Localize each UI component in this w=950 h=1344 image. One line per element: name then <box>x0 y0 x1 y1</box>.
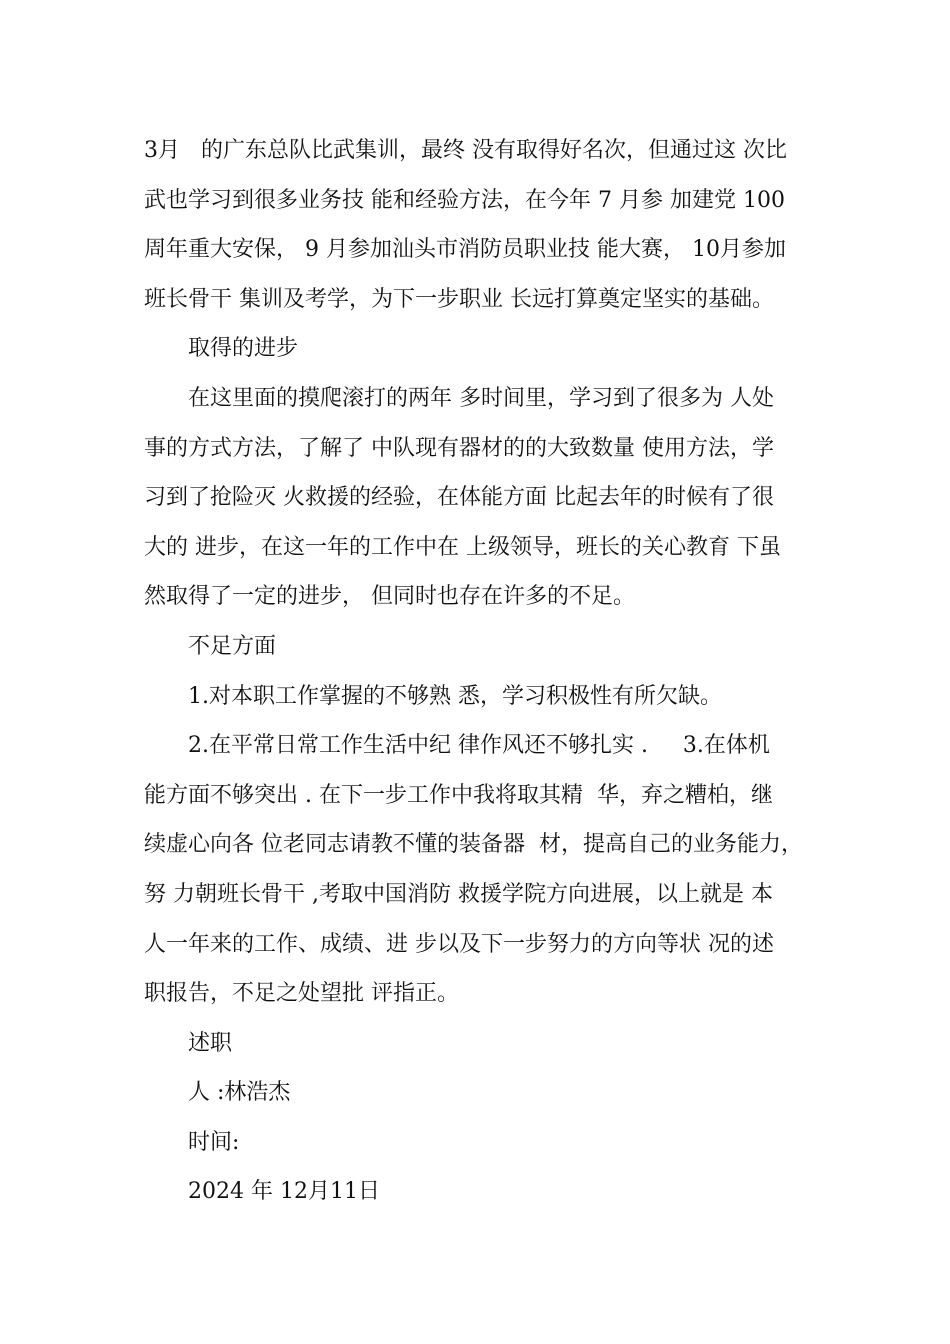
section-heading-shortcomings: 不足方面 <box>188 633 277 659</box>
date-value: 2024 年 12月11日 <box>188 1179 380 1205</box>
paragraph-line: 职报告，不足之处望批 评指正。 <box>144 981 459 1007</box>
paragraph-line: 在这里面的摸爬滚打的两年 多时间里，学习到了很多为 人处 <box>188 385 774 411</box>
paragraph-line: 续虚心向各 位老同志请教不懂的装备器 材，提高自己的业务能力， <box>144 832 803 858</box>
paragraph-line: 能方面不够突出 . 在下一步工作中我将取其精 华，弃之糟柏，继 <box>144 782 773 808</box>
paragraph-line: 3月 的广东总队比武集训，最终 没有取得好名次，但通过这 次比 <box>144 138 787 163</box>
paragraph-line: 习到了抢险灭 火救援的经验，在体能方面 比起去年的时候有了很 <box>144 485 774 511</box>
paragraph-line: 班长骨干 集训及考学，为下一步职业 长远打算奠定坚实的基础。 <box>144 286 774 312</box>
paragraph-line: 大的 进步，在这一年的工作中在 上级领导，班长的关心教育 下虽 <box>144 534 781 560</box>
section-heading-progress: 取得的进步 <box>188 336 299 362</box>
signature-label: 述职 <box>188 1030 233 1056</box>
list-item: 2.在平常日常工作生活中纪 律作风还不够扎实 . 3.在体机 <box>188 733 770 759</box>
paragraph-line: 武也学习到很多业务技 能和经验方法，在今年 7 月参 加建党 100 <box>144 187 785 213</box>
paragraph-line: 然取得了一定的进步， 但同时也存在许多的不足。 <box>144 584 635 610</box>
paragraph-line: 周年重大安保， 9 月参加汕头市消防员职业技 能大赛， 10月参加 <box>144 237 786 263</box>
signature-name: 人 :林浩杰 <box>188 1080 291 1106</box>
list-item: 1.对本职工作掌握的不够熟 悉，学习积极性有所欠缺。 <box>188 683 722 709</box>
paragraph-line: 人一年来的工作、成绩、进 步以及下一步努力的方向等状 况的述 <box>144 931 774 957</box>
paragraph-line: 事的方式方法，了解了 中队现有器材的的大致数量 使用方法，学 <box>144 435 774 461</box>
document-body <box>144 126 824 1217</box>
date-label: 时间: <box>188 1129 240 1155</box>
paragraph-line: 努 力朝班长骨干 ,考取中国消防 救援学院方向进展，以上就是 本 <box>144 881 773 907</box>
